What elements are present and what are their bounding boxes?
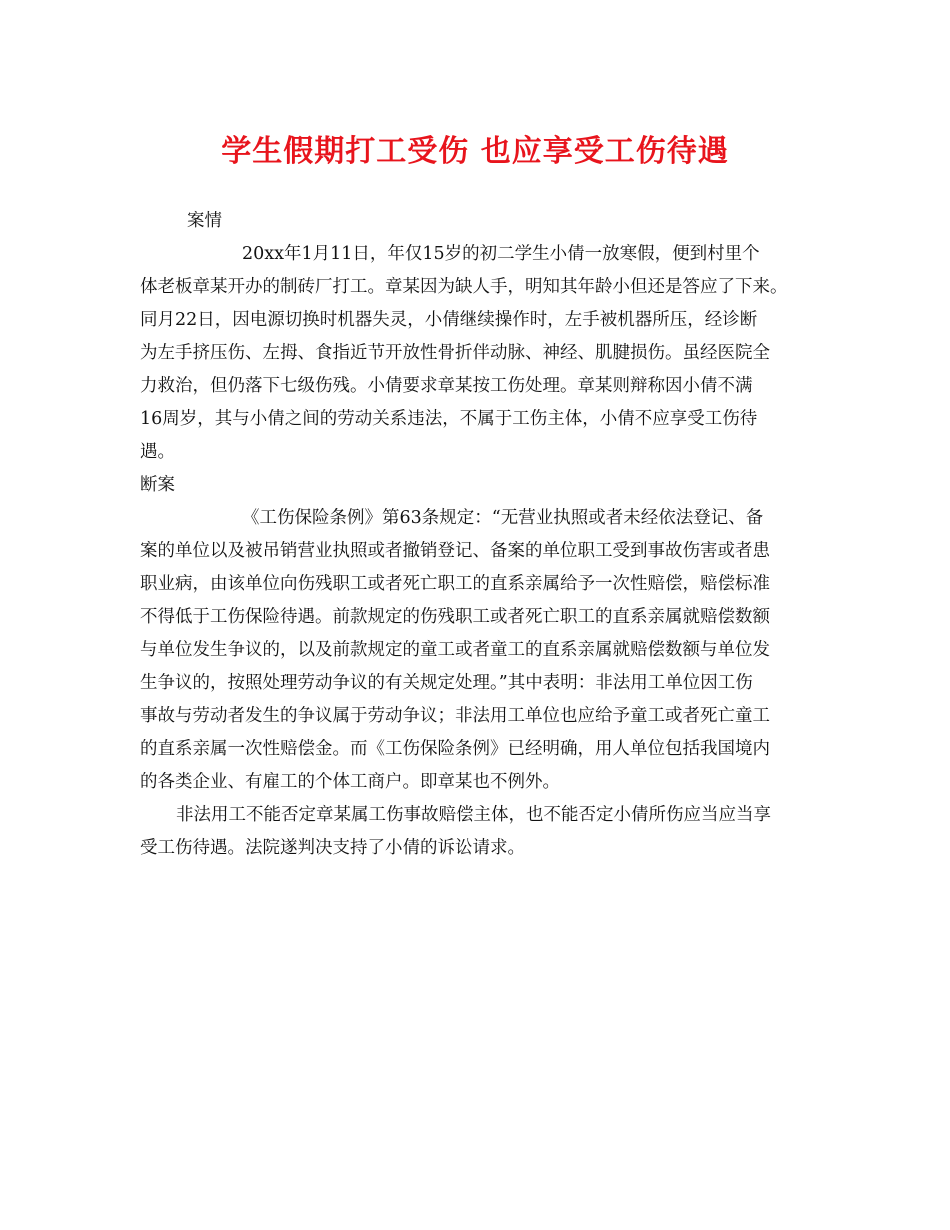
paragraph-line: 案的单位以及被吊销营业执照或者撤销登记、备案的单位职工受到事故伤害或者患 <box>140 541 770 561</box>
paragraph-line: 遇。 <box>140 442 175 462</box>
paragraph-line: 与单位发生争议的，以及前款规定的童工或者童工的直系亲属就赔偿数额与单位发 <box>140 640 770 660</box>
paragraph-line: 为左手挤压伤、左拇、食指近节开放性骨折伴动脉、神经、肌腱损伤。虽经医院全 <box>140 343 770 363</box>
paragraph-line: 不得低于工伤保险待遇。前款规定的伤残职工或者死亡职工的直系亲属就赔偿数额 <box>140 607 770 627</box>
document-title: 学生假期打工受伤 也应享受工伤待遇 <box>221 134 729 169</box>
paragraph-line: 生争议的，按照处理劳动争议的有关规定处理。”其中表明：非法用工单位因工伤 <box>140 673 753 693</box>
paragraph-line: 的直系亲属一次性赔偿金。而《工伤保险条例》已经明确，用人单位包括我国境内 <box>140 739 770 759</box>
paragraph-line: 非法用工不能否定章某属工伤事故赔偿主体，也不能否定小倩所伤应当应当享 <box>176 805 771 825</box>
paragraph-line: 受工伤待遇。法院遂判决支持了小倩的诉讼请求。 <box>140 838 525 858</box>
paragraph-line: 《工伤保险条例》第63条规定：“无营业执照或者未经依法登记、备 <box>242 508 764 528</box>
paragraph-line: 体老板章某开办的制砖厂打工。章某因为缺人手，明知其年龄小但还是答应了下来。 <box>140 277 788 297</box>
section-heading-case: 案情 <box>187 211 222 231</box>
section-heading-judgment: 断案 <box>140 475 175 495</box>
paragraph-line: 20xx年1月11日，年仅15岁的初二学生小倩一放寒假，便到村里个 <box>242 244 760 264</box>
paragraph-line: 力救治，但仍落下七级伤残。小倩要求章某按工伤处理。章某则辩称因小倩不满 <box>140 376 753 396</box>
paragraph-line: 事故与劳动者发生的争议属于劳动争议；非法用工单位也应给予童工或者死亡童工 <box>140 706 770 726</box>
paragraph-line: 的各类企业、有雇工的个体工商户。即章某也不例外。 <box>140 772 560 792</box>
paragraph-line: 同月22日，因电源切换时机器失灵，小倩继续操作时，左手被机器所压，经诊断 <box>140 310 758 330</box>
paragraph-line: 职业病，由该单位向伤残职工或者死亡职工的直系亲属给予一次性赔偿，赔偿标准 <box>140 574 770 594</box>
paragraph-line: 16周岁，其与小倩之间的劳动关系违法，不属于工伤主体，小倩不应享受工伤待 <box>140 409 758 429</box>
